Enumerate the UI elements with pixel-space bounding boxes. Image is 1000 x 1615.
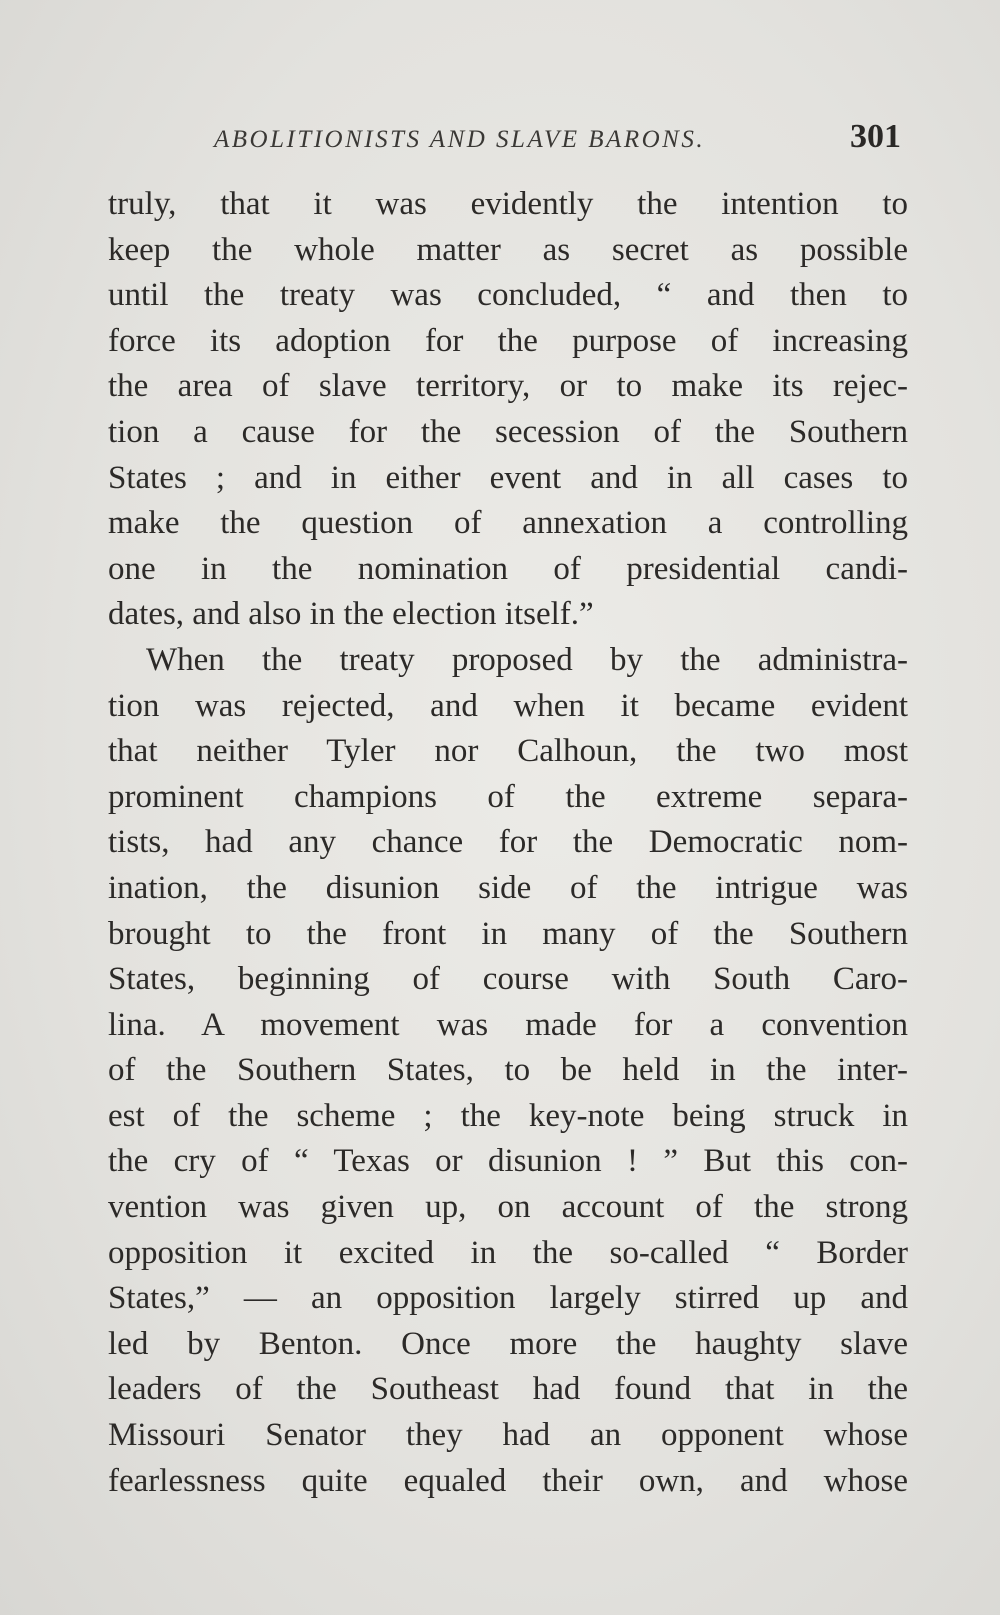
text-line: ination, the disunion side of the intrigue was bbox=[108, 869, 908, 906]
body-text bbox=[108, 182, 908, 1504]
text-line: States, beginning of course with South Caro- bbox=[108, 961, 908, 998]
text-line: the area of slave territory, or to make its rejec- bbox=[108, 368, 908, 405]
text-line: brought to the front in many of the Southern bbox=[108, 915, 908, 952]
text-line: of the Southern States, to be held in the inter- bbox=[108, 1052, 908, 1089]
text-line: est of the scheme ; the key-note being struck in bbox=[108, 1097, 908, 1134]
text-line: keep the whole matter as secret as possible bbox=[108, 231, 908, 268]
text-line: leaders of the Southeast had found that in the bbox=[108, 1371, 908, 1408]
text-line: States ; and in either event and in all cases to bbox=[108, 459, 908, 496]
text-line: until the treaty was concluded, “ and then to bbox=[108, 277, 908, 314]
paragraph-start-line: When the treaty proposed by the administra- bbox=[146, 641, 908, 678]
text-line: dates, and also in the election itself.” bbox=[108, 596, 594, 633]
text-line: Missouri Senator they had an opponent whose bbox=[108, 1417, 908, 1454]
text-line: led by Benton. Once more the haughty slave bbox=[108, 1325, 908, 1362]
text-line: opposition it excited in the so-called “ Border bbox=[108, 1234, 908, 1271]
running-title: ABOLITIONISTS AND SLAVE BARONS. bbox=[214, 126, 706, 153]
text-line: tists, had any chance for the Democratic nom- bbox=[108, 824, 908, 861]
text-line: vention was given up, on account of the strong bbox=[108, 1189, 908, 1226]
text-line: tion a cause for the secession of the Southern bbox=[108, 413, 908, 450]
text-line: lina. A movement was made for a convention bbox=[108, 1006, 908, 1043]
page-header bbox=[214, 118, 914, 168]
text-line: force its adoption for the purpose of increasing bbox=[108, 322, 908, 359]
page-number: 301 bbox=[850, 118, 901, 155]
text-line: truly, that it was evidently the intention to bbox=[108, 186, 908, 222]
text-line: that neither Tyler nor Calhoun, the two most bbox=[108, 733, 908, 770]
text-line: make the question of annexation a controlling bbox=[108, 505, 908, 542]
text-line: one in the nomination of presidential candi- bbox=[108, 550, 908, 587]
text-line: fearlessness quite equaled their own, and whose bbox=[108, 1462, 908, 1499]
text-line: prominent champions of the extreme separa- bbox=[108, 778, 908, 815]
text-line: States,” — an opposition largely stirred up and bbox=[108, 1280, 908, 1317]
text-line: tion was rejected, and when it became evident bbox=[108, 687, 908, 724]
text-line: the cry of “ Texas or disunion ! ” But this con- bbox=[108, 1143, 908, 1180]
